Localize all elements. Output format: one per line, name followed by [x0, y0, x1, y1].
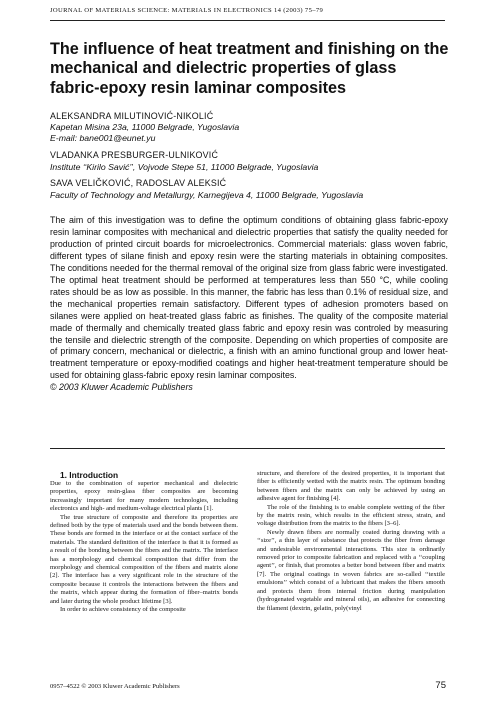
body-paragraph: The role of the finishing is to enable complete wetting of the fiber by the matrix resin, which results in the efficient stress, strain, and voltage distribution from the matrix to the fibers [3–6].	[257, 503, 445, 528]
author-line-2: VLADANKA PRESBURGER-ULNIKOVIĆ	[50, 150, 219, 160]
body-paragraph: The true structure of composite and therefore its properties are defined both by the type of materials used and the bonds between them. These bonds are formed in the interface or at the contact surface of the materials. The standard definition of the interface is that it is formed as a result of the bonding between the fibers and the matrix. The interface has a morphology and chemical composition that differ from the morphology and chemical composition of the fibers and matrix alone [2]. The interface has a very significant role in the structure of the composite because it controls the interactions between the fibers and the matrix, which appear during the formation of fiber–matrix bonds and later during the whole product lifetime [3].	[50, 513, 238, 605]
affiliation-1: Kapetan Misina 23a, 11000 Belgrade, Yugoslavia	[50, 122, 240, 132]
journal-header: JOURNAL OF MATERIALS SCIENCE: MATERIALS IN ELECTRONICS 14 (2003) 75–79	[50, 7, 324, 14]
page-number: 75	[435, 680, 446, 691]
footer-issn-copyright: 0957–4522 © 2003 Kluwer Academic Publishers	[50, 683, 180, 690]
body-paragraph: structure, and therefore of the desired properties, it is important that fiber is efficiently wetted with the matrix resin. The optimum bonding between fibers and the matrix can only be achieved by using an adhesive agent for finishing [4].	[257, 470, 445, 503]
header-rule	[50, 20, 445, 21]
author-line-3: SAVA VELIČKOVIĆ, RADOSLAV ALEKSIĆ	[50, 178, 227, 188]
affiliation-2: Institute ‘‘Kirilo Savić’’, Vojvode Stepe 51, 11000 Belgrade, Yugoslavia	[50, 162, 319, 172]
affiliation-3: Faculty of Technology and Metallurgy, Karnegijeva 4, 11000 Belgrade, Yugoslavia	[50, 190, 364, 200]
abstract	[50, 215, 448, 394]
body-paragraph: In order to achieve consistency of the composite	[60, 606, 186, 614]
body-column-left	[50, 470, 238, 615]
abstract-rule	[50, 448, 445, 449]
body-column-right	[257, 470, 445, 613]
body-paragraph: Due to the combination of superior mechanical and dielectric properties, epoxy resin-glass fiber composites are becoming increasingly important for many modern technologies, including electronics and high- and medium-voltage electrical plants [1].	[50, 480, 238, 513]
author-line-1: ALEKSANDRA MILUTINOVIĆ-NIKOLIĆ	[50, 111, 214, 121]
abstract-text: The aim of this investigation was to define the optimum conditions of obtaining glass fabric-epoxy resin laminar composites with mechanical and dielectric properties that satisfy the quality needed for production of printed circuit boards for microelectronics. Commercial materials: glass woven fabric, different types of silane finish and epoxy resin were the starting materials in obtaining composites. The conditions needed for the thermal removal of the original size from glass fabric were investigated. The optimal heat treatment should be performed at temperatures less than 550 °C, while cooling rates should be as low as possible. In this manner, the fabric has less than 0.1% of residual size, and the mechanical properties remain satisfactory. Different types of adhesion promoters based on silanes were applied on heat-treated glass fabric as finishes. The quality of the composite material made of thermally and chemically treated glass fabric and epoxy resin was controled by measuring the tensile and dielectric strength of the composite. Depending on which properties of composite are of primary concern, mechanical or dielectric, a finish with an amino functional group and lower heat-treatment temperature or epoxy-modified coatings and higher heat-treatment temperature should be used for obtaining glass-fabric epoxy resin laminar composites.	[50, 215, 448, 381]
body-paragraph: Newly drawn fibers are normally coated during drawing with a ‘‘size’’, a thin layer of substance that protects the fiber from damage and undesirable environmental interactions. This size is ordinarily removed prior to composite fabrication and replaced with a ‘‘coupling agent’’, or finish, that promotes a better bond between fiber and matrix [7]. The original coatings in woven fabrics are so-called ‘‘textile emulsions’’ which consist of a lubricant that makes the fibers smooth and protects them from internal friction during manipulation (hydrogenated vegetable and mineral oils), an adhesive for connecting the filament (dextrin, gelatin, poly(vinyl	[257, 528, 445, 612]
abstract-copyright: © 2003 Kluwer Academic Publishers	[50, 382, 193, 393]
section-heading: 1. Introduction	[60, 470, 119, 480]
author-email[interactable]: E-mail: bane001@eunet.yu	[50, 133, 156, 143]
paper-title: The influence of heat treatment and finishing on the mechanical and dielectric properties of glass fabric-epoxy resin laminar composites	[50, 40, 449, 97]
